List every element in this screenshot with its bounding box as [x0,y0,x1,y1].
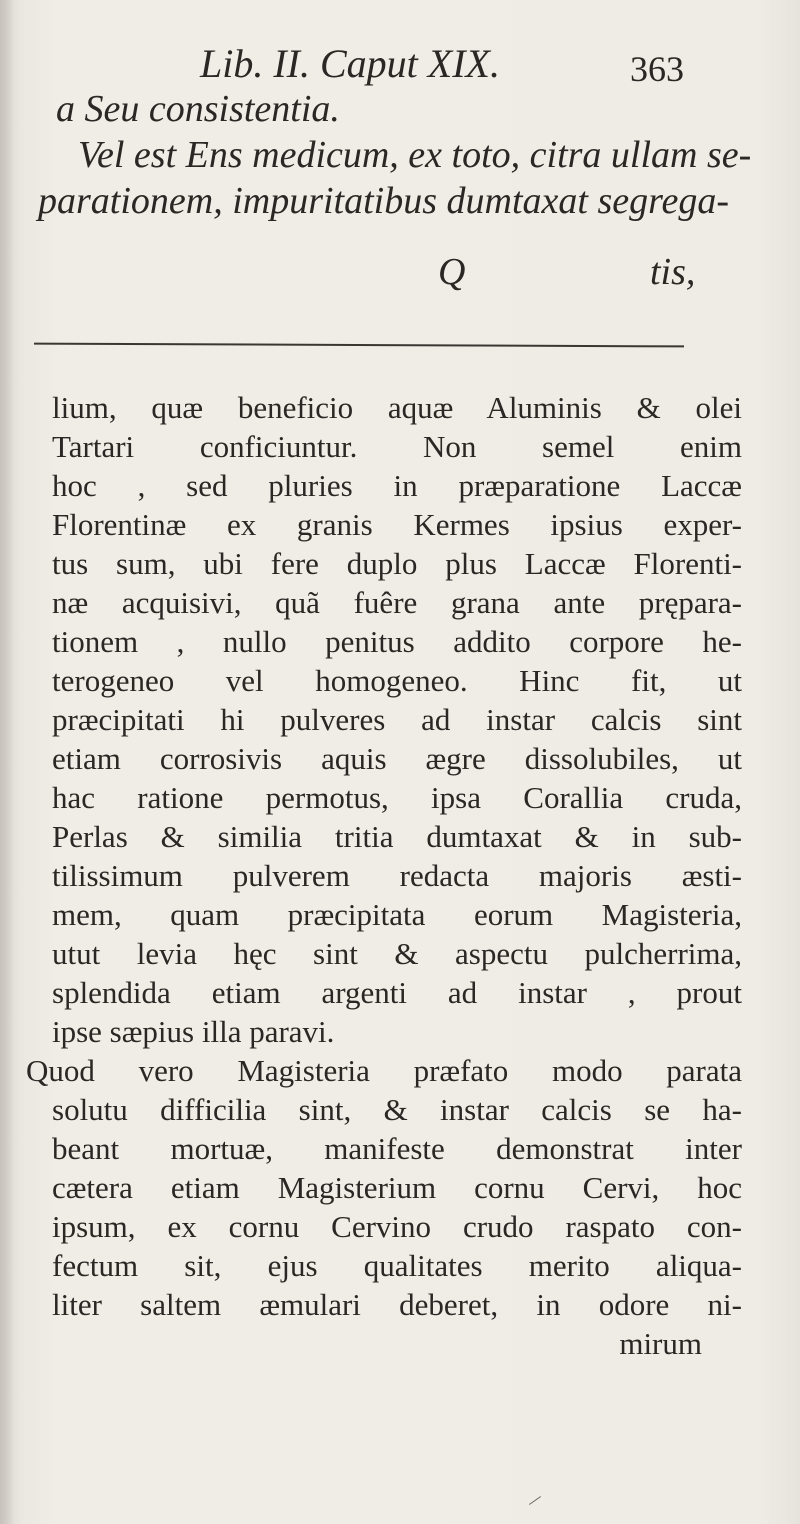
text-line: fectum sit, ejus qualitates merito aliqua- [52,1248,742,1283]
page-number: 363 [630,49,684,89]
text-line: Quod vero Magisteria præfato modo parata [26,1053,742,1088]
text-line: tionem , nullo penitus addito corpore he- [52,624,742,659]
text-line: lium, quæ beneficio aquæ Aluminis & olei [52,390,742,425]
text-line: cætera etiam Magisterium cornu Cervi, hoc [52,1170,742,1205]
text-line: Tartari conficiuntur. Non semel enim [52,429,742,464]
horizontal-rule [34,343,684,348]
text-line: ipsum, ex cornu Cervino crudo raspato con- [52,1209,742,1244]
top-line: Vel est Ens medicum, ex toto, citra ullam se- [78,134,752,176]
text-line: beant mortuæ, manifeste demonstrat inter [52,1131,742,1166]
text-line: solutu difficilia sint, & instar calcis se ha- [52,1092,742,1127]
top-line: a Seu consistentia. [56,88,340,130]
running-head [200,40,684,89]
text-line: tus sum, ubi fere duplo plus Laccæ Florenti- [52,546,742,581]
catchword: tis, [650,251,696,293]
text-line: Perlas & similia tritia dumtaxat & in sub- [52,819,742,854]
text-line: etiam corrosivis aquis ægre dissolubiles, ut [52,741,742,776]
text-line: liter saltem æmulari deberet, in odore ni- [52,1287,742,1322]
text-line: hoc , sed pluries in præparatione Laccæ [52,468,742,503]
text-line: hac ratione permotus, ipsa Corallia cruda, [52,780,742,815]
text-line: mem, quam præcipitata eorum Magisteria, [52,897,742,932]
text-line: utut levia hęc sint & aspectu pulcherrima, [52,936,742,971]
text-line: præcipitati hi pulveres ad instar calcis sint [52,702,742,737]
stray-pencil-mark [529,1496,541,1505]
body-text [26,388,742,1363]
top-line: parationem, impuritatibus dumtaxat segrega- [38,180,729,222]
text-line: ipse sæpius illa paravi. [52,1014,335,1049]
binding-shadow [0,0,14,1524]
text-line: terogeneo vel homogeneo. Hinc fit, ut [52,663,742,698]
top-text-block [38,86,752,224]
signature-row [40,250,696,300]
signature-mark: Q [438,251,466,293]
text-line: tilissimum pulverem redacta majoris æsti- [52,858,742,893]
text-line: Florentinæ ex granis Kermes ipsius exper- [52,507,742,542]
text-line: mirum [619,1326,702,1361]
text-line: splendida etiam argenti ad instar , prout [52,975,742,1010]
running-head-title: Lib. II. Caput XIX. [200,41,500,86]
text-line: næ acquisivi, quã fuêre grana ante prępara- [52,585,742,620]
